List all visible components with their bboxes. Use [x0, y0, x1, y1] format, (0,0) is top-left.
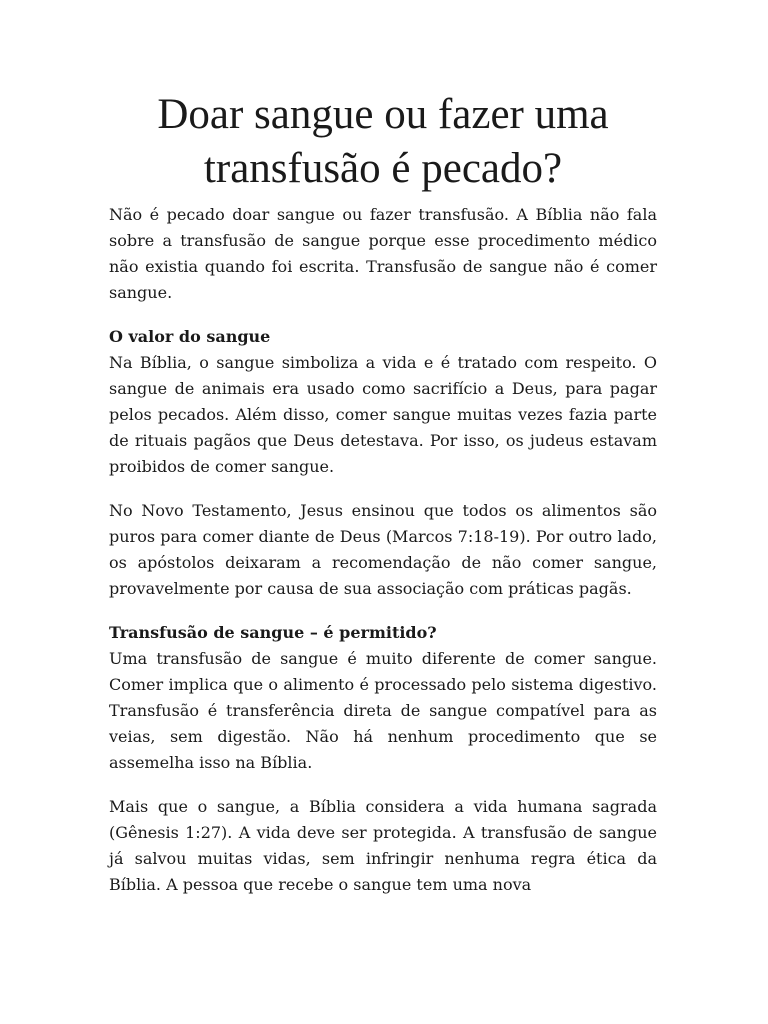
section1-paragraph-1: Na Bíblia, o sangue simboliza a vida e é tratado com respeito. O sangue de animais era usado como sacrifício a Deus, para pagar pelos pecados. Além disso, comer sangue muitas vezes fazia parte de rituais pagãos que Deus detestava. Por isso, os judeus estavam proibidos de comer sangue.	[109, 353, 657, 476]
title-line-2: transfusão é pecado?	[203, 145, 563, 192]
title-line-1: Doar sangue ou fazer uma	[157, 91, 609, 138]
section2-paragraph-2: Mais que o sangue, a Bíblia considera a vida humana sagrada (Gênesis 1:27). A vida deve ser protegida. A transfusão de sangue já salvou muitas vidas, sem infringir nenhuma regra ética da Bíblia. A pessoa que recebe o sangue tem uma nova	[109, 797, 657, 894]
section-heading-valor: O valor do sangue	[109, 327, 271, 346]
section1-paragraph-2: No Novo Testamento, Jesus ensinou que todos os alimentos são puros para comer diante de Deus (Marcos 7:18-19). Por outro lado, os apóstolos deixaram a recomendação de não comer sangue, provavelmente por causa de sua associação com práticas pagãs.	[109, 501, 657, 598]
document-page	[109, 0, 657, 898]
page-title	[109, 88, 657, 196]
section-heading-transfusao: Transfusão de sangue – é permitido?	[109, 623, 437, 642]
intro-paragraph: Não é pecado doar sangue ou fazer transfusão. A Bíblia não fala sobre a transfusão de sangue porque esse procedimento médico não existia quando foi escrita. Transfusão de sangue não é comer sangue.	[109, 205, 657, 302]
section2-paragraph-1: Uma transfusão de sangue é muito diferente de comer sangue. Comer implica que o alimento é processado pelo sistema digestivo. Transfusão é transferência direta de sangue compatível para as veias, sem digestão. Não há nenhum procedimento que se assemelha isso na Bíblia.	[109, 649, 657, 772]
